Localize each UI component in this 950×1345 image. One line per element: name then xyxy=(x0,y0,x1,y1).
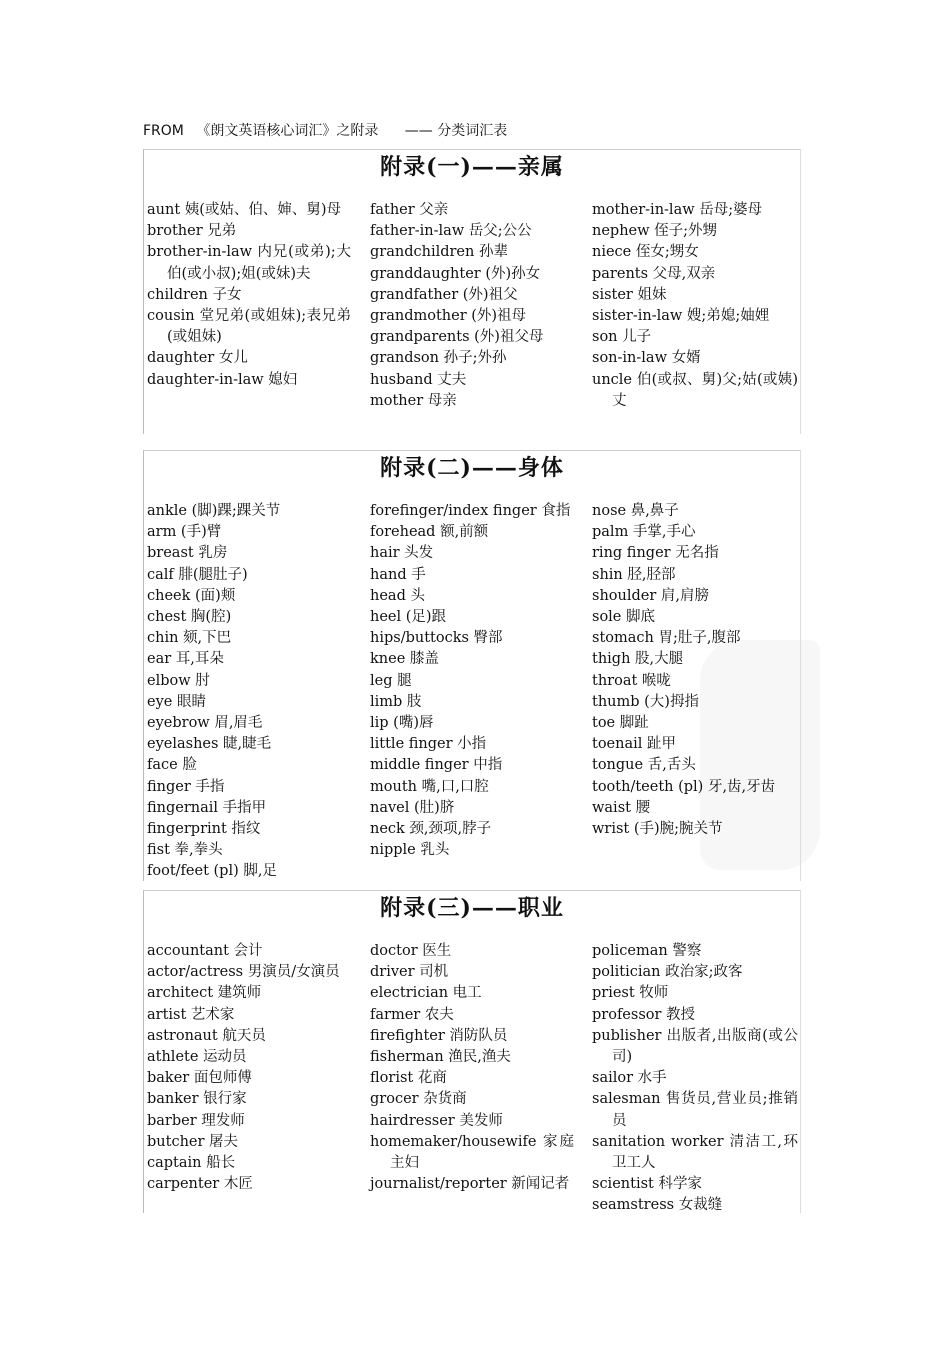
vocab-entry: leg 腿 xyxy=(370,672,412,689)
vocab-entry: niece 侄女;甥女 xyxy=(592,244,699,261)
vocab-entry: mother 母亲 xyxy=(370,392,457,409)
vocab-entry: architect 建筑师 xyxy=(147,985,262,1002)
vocab-entry: chest 胸(腔) xyxy=(147,609,232,626)
vocab-entry: father 父亲 xyxy=(370,202,449,218)
vocab-entry: shin 胫,胫部 xyxy=(592,566,676,583)
vocab-entry: priest 牧师 xyxy=(592,985,669,1002)
vocab-entry: barber 理发师 xyxy=(147,1112,245,1129)
section-occupations xyxy=(143,890,801,1213)
vocab-entry: wrist (手)腕;腕关节 xyxy=(592,821,723,838)
vocab-entry: arm (手)臂 xyxy=(147,524,222,541)
vocab-entry: fingernail 手指甲 xyxy=(147,799,267,816)
column-1 xyxy=(147,200,351,391)
vocab-entry: doctor 医生 xyxy=(370,943,452,959)
vocab-entry: tongue 舌,舌头 xyxy=(592,757,696,774)
column-1 xyxy=(147,501,351,883)
vocab-entry: navel (肚)脐 xyxy=(370,799,455,816)
vocab-entry: tooth/teeth (pl) 牙,齿,牙齿 xyxy=(592,778,776,795)
section-title: 附录(二)——身体 xyxy=(380,455,564,481)
header-dash: —— xyxy=(404,123,433,139)
vocab-entry: brother 兄弟 xyxy=(147,223,237,240)
vocab-entry: throat 喉咙 xyxy=(592,672,671,689)
vocab-entry: policeman 警察 xyxy=(592,943,702,959)
column-2 xyxy=(370,501,574,861)
vocab-entry: calf 腓(腿肚子) xyxy=(147,566,248,583)
vocab-entry: finger 手指 xyxy=(147,778,225,795)
vocab-entry: baker 面包师傅 xyxy=(147,1070,252,1087)
vocab-entry: hairdresser 美发师 xyxy=(370,1112,503,1129)
vocab-entry: granddaughter (外)孙女 xyxy=(370,265,541,282)
vocab-entry: elbow 肘 xyxy=(147,672,210,689)
vocab-entry: florist 花商 xyxy=(370,1070,447,1087)
vocab-entry: homemaker/housewife 家庭主妇 xyxy=(370,1133,574,1172)
vocab-entry: artist 艺术家 xyxy=(147,1006,235,1023)
vocab-entry: cousin 堂兄弟(或姐妹);表兄弟(或姐妹) xyxy=(147,308,351,346)
vocab-entry: father-in-law 岳父;公公 xyxy=(370,223,532,240)
vocab-entry: professor 教授 xyxy=(592,1006,696,1023)
vocab-entry: daughter-in-law 媳妇 xyxy=(147,371,298,388)
section-relatives xyxy=(143,149,801,434)
vocab-entry: ring finger 无名指 xyxy=(592,545,719,562)
vocab-entry: salesman 售货员,营业员;推销员 xyxy=(592,1091,798,1129)
vocab-entry: face 脸 xyxy=(147,757,197,774)
vocab-entry: eye 眼睛 xyxy=(147,693,206,710)
vocab-entry: sole 脚底 xyxy=(592,609,655,626)
vocab-entry: chin 颏,下巴 xyxy=(147,630,232,647)
section-title: 附录(三)——职业 xyxy=(380,895,564,921)
vocab-entry: fingerprint 指纹 xyxy=(147,821,261,838)
vocab-entry: seamstress 女裁缝 xyxy=(592,1197,723,1214)
vocab-entry: accountant 会计 xyxy=(147,943,263,959)
vocab-entry: eyebrow 眉,眉毛 xyxy=(147,715,263,732)
header-from: FROM xyxy=(143,123,184,139)
vocab-entry: grocer 杂货商 xyxy=(370,1091,467,1108)
vocab-entry: brother-in-law 内兄(或弟);大伯(或小叔);姐(或妹)夫 xyxy=(147,244,351,282)
vocab-entry: head 头 xyxy=(370,587,425,604)
vocab-entry: grandchildren 孙辈 xyxy=(370,244,508,261)
vocab-entry: electrician 电工 xyxy=(370,985,482,1002)
header-book: 《朗文英语核心词汇》之附录 xyxy=(196,123,379,139)
vocab-entry: cheek (面)颊 xyxy=(147,587,236,604)
vocab-entry: ankle (脚)踝;踝关节 xyxy=(147,503,281,519)
vocab-entry: children 子女 xyxy=(147,286,242,303)
vocab-entry: sister-in-law 嫂;弟媳;妯娌 xyxy=(592,308,770,325)
vocab-entry: publisher 出版者,出版商(或公司) xyxy=(592,1027,798,1066)
vocab-entry: sailor 水手 xyxy=(592,1070,667,1087)
column-2 xyxy=(370,941,574,1195)
vocab-entry: politician 政治家;政客 xyxy=(592,964,743,981)
vocab-entry: toe 脚趾 xyxy=(592,715,649,732)
vocab-entry: shoulder 肩,肩膀 xyxy=(592,587,709,604)
vocab-entry: parents 父母,双亲 xyxy=(592,265,716,282)
vocab-entry: middle finger 中指 xyxy=(370,757,503,774)
vocab-entry: heel (足)跟 xyxy=(370,609,447,626)
vocab-entry: waist 腰 xyxy=(592,799,651,816)
vocab-entry: uncle 伯(或叔、舅)父;姑(或姨)丈 xyxy=(592,371,798,409)
vocab-entry: foot/feet (pl) 脚,足 xyxy=(147,863,277,880)
vocab-entry: limb 肢 xyxy=(370,693,422,710)
vocab-entry: little finger 小指 xyxy=(370,736,487,753)
vocab-entry: sister 姐妹 xyxy=(592,286,667,303)
vocab-entry: grandmother (外)祖母 xyxy=(370,308,527,325)
vocab-entry: stomach 胃;肚子,腹部 xyxy=(592,630,741,647)
vocab-entry: captain 船长 xyxy=(147,1155,236,1172)
vocab-entry: toenail 趾甲 xyxy=(592,736,677,753)
vocab-entry: hair 头发 xyxy=(370,545,434,562)
vocab-entry: aunt 姨(或姑、伯、婶、舅)母 xyxy=(147,202,342,218)
vocab-entry: grandparents (外)祖父母 xyxy=(370,329,544,346)
vocab-entry: eyelashes 睫,睫毛 xyxy=(147,736,272,753)
vocab-entry: son 儿子 xyxy=(592,329,652,346)
vocab-entry: daughter 女儿 xyxy=(147,350,248,367)
vocab-entry: astronaut 航天员 xyxy=(147,1027,266,1044)
vocab-entry: husband 丈夫 xyxy=(370,371,467,388)
vocab-entry: forefinger/index finger 食指 xyxy=(370,503,571,519)
section-title: 附录(一)——亲属 xyxy=(380,154,564,180)
vocab-entry: farmer 农夫 xyxy=(370,1006,454,1023)
vocab-entry: journalist/reporter 新闻记者 xyxy=(370,1176,570,1193)
vocab-entry: breast 乳房 xyxy=(147,545,228,562)
vocab-entry: mother-in-law 岳母;婆母 xyxy=(592,202,763,218)
vocab-entry: knee 膝盖 xyxy=(370,651,439,668)
vocab-entry: firefighter 消防队员 xyxy=(370,1027,508,1044)
vocab-entry: nephew 侄子;外甥 xyxy=(592,223,718,240)
vocab-entry: butcher 屠夫 xyxy=(147,1133,239,1150)
vocab-entry: lip (嘴)唇 xyxy=(370,715,434,732)
vocab-entry: actor/actress 男演员/女演员 xyxy=(147,964,340,981)
vocab-entry: mouth 嘴,口,口腔 xyxy=(370,778,489,795)
column-2 xyxy=(370,200,574,412)
column-3 xyxy=(592,200,798,412)
vocab-entry: nipple 乳头 xyxy=(370,842,450,859)
vocab-entry: son-in-law 女婿 xyxy=(592,350,701,367)
vocab-entry: thumb (大)拇指 xyxy=(592,693,699,710)
vocab-entry: palm 手掌,手心 xyxy=(592,524,696,541)
column-3 xyxy=(592,941,798,1217)
vocab-entry: scientist 科学家 xyxy=(592,1176,702,1193)
vocab-entry: athlete 运动员 xyxy=(147,1049,247,1066)
page-header xyxy=(143,120,507,140)
vocab-entry: neck 颈,颈项,脖子 xyxy=(370,821,492,838)
vocab-entry: forehead 额,前额 xyxy=(370,524,489,541)
vocab-entry: driver 司机 xyxy=(370,964,449,981)
vocab-entry: carpenter 木匠 xyxy=(147,1176,253,1193)
vocab-entry: fist 拳,拳头 xyxy=(147,842,223,859)
vocab-entry: sanitation worker 清洁工,环卫工人 xyxy=(592,1133,798,1172)
vocab-entry: hips/buttocks 臀部 xyxy=(370,630,503,647)
vocab-entry: ear 耳,耳朵 xyxy=(147,651,224,668)
column-3 xyxy=(592,501,798,840)
vocab-entry: grandson 孙子;外孙 xyxy=(370,350,507,367)
vocab-entry: hand 手 xyxy=(370,566,426,583)
vocab-entry: grandfather (外)祖父 xyxy=(370,286,518,303)
column-1 xyxy=(147,941,351,1195)
vocab-entry: fisherman 渔民,渔夫 xyxy=(370,1049,511,1066)
vocab-entry: thigh 股,大腿 xyxy=(592,651,684,668)
header-subtitle: 分类词汇表 xyxy=(437,123,508,139)
vocab-entry: nose 鼻,鼻子 xyxy=(592,503,679,519)
vocab-entry: banker 银行家 xyxy=(147,1091,247,1108)
section-body xyxy=(143,450,801,881)
